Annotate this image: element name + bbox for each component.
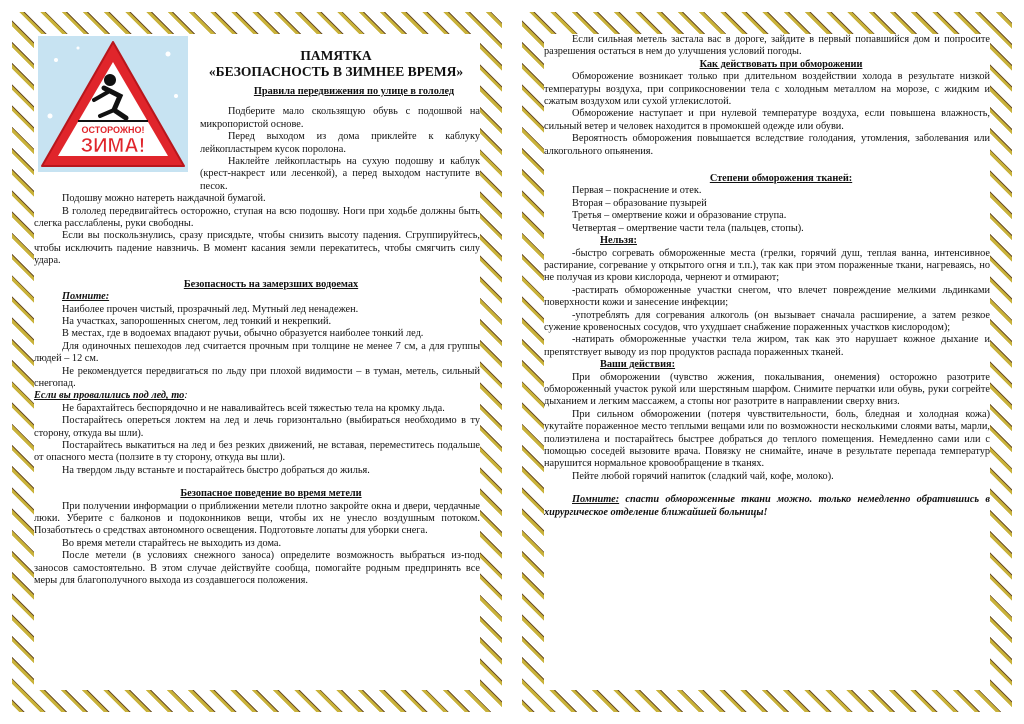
paragraph: Если сильная метель застала вас в дороге, зайдите в первый попавшийся дом и попросите разрешения остаться в нем до улучшения условий погоды. [544,34,990,58]
list-item: Четвертая – омертвение части тела (пальцев, стопы). [572,222,804,234]
sign-caption-small: ОСТОРОЖНО! [81,125,145,135]
title-line-1: ПАМЯТКА [300,48,372,63]
fell-through-ice-label: Если вы провалились под лед, то: [34,390,188,402]
paragraph: Постарайтесь выкатиться на лед и без резких движений, не вставая, переместитесь подальше от опасного места (ползите в ту сторону, откуда вы шли). [34,439,480,464]
paragraph: Наклейте лейкопластырь на сухую подошву и каблук (крест-накрест или лесенкой), а перед выходом наступите в песок. [200,156,480,192]
paragraph: Не барахтайтесь беспорядочно и не наваливайтесь всей тяжестью тела на кромку льда. [62,402,445,414]
paragraph: На участках, запорошенных снегом, лед тонкий и некрепкий. [62,315,332,327]
left-text-flow [34,34,480,587]
paragraph: Наиболее прочен чистый, прозрачный лед. Мутный лед ненадежен. [62,303,359,315]
paragraph: Пейте любой горячий напиток (сладкий чай, кофе, молоко). [572,470,834,482]
right-page-content [544,34,990,690]
paragraph: Во время метели старайтесь не выходить из дома. [62,537,282,549]
list-item: -натирать обмороженные участки тела жиром, так как это нарушает кожное дыхание и препятствует выводу из пор продуктов распада пораженных тканей. [544,334,990,358]
paragraph: Если вы поскользнулись, сразу присядьте, чтобы снизить высоту падения. Сгруппируйтесь, чтобы исключить падение навзничь. В момент касания земли перекатитесь, чтобы смягчить силу удара. [34,230,480,267]
section-heading-frostbite: Как действовать при обморожении [699,58,863,70]
sign-caption-large: ЗИМА! [80,135,146,157]
paragraph: Подошву можно натереть наждачной бумагой. [62,193,266,205]
final-reminder-text: спасти обмороженные ткани можно. только немедленно обратившись в хирургическое отделение ближайшей больницы! [544,494,990,518]
paragraph: Вероятность обморожения повышается вследствие голодания, утомления, заболевания или алкогольного опьянения. [544,133,990,157]
paragraph: Перед выходом из дома приклейте к каблуку лейкопластырем кусок поролона. [200,131,480,155]
paragraph: На твердом льду встаньте и постарайтесь быстро добраться до жилья. [62,464,370,476]
paragraph: Обморожение наступает и при нулевой температуре воздуха, если повышена влажность, сильный ветер и человек находится в промокшей одежде или обуви. [544,108,990,132]
paragraph: При получении информации о приближении метели плотно закройте окна и двери, чердачные люки. Уберите с балконов и подоконников вещи, чтобы их не унесло воздушным потоком. Позаботьтесь о средствах автономного освещения. Подготовьте лопаты для уборки снега. [34,500,480,537]
paragraph: Обморожение возникает только при длительном воздействии холода в результате низкой температуры воздуха, при соприкосновении тела с холодным металлом на морозе, с жидким и сжатым воздухом или сухой углекислотой. [544,71,990,108]
paragraph: Не рекомендуется передвигаться по льду при плохой видимости – в туман, метель, сильный снегопад. [34,365,480,389]
list-item: -быстро согревать обмороженные места (грелки, горячий душ, теплая ванна, интенсивное растирание, согревание у открытого огня и т.п.), так как при этом пораженные ткани, нагреваясь, но не получая из крови кислорода, чернеют и отмирают; [544,247,990,284]
section-heading-degrees: Степени обморожения тканей: [709,173,853,185]
left-page-content [34,34,480,690]
section-heading-blizzard: Безопасное поведение во время метели [180,488,362,500]
paragraph: При обморожении (чувство жжения, покалывания, онемения) осторожно разотрите обмороженный участок рукой или шерстяным шарфом. Снимите перчатки или обувь, руки согрейте дыханием и легким массажем, а стопы ног разотрите в направлении сверху вниз. [544,371,990,408]
list-item: Третья – омертвение кожи и образование струпа. [572,210,787,222]
final-reminder-label: Помните: [572,494,620,506]
remember-label: Помните: [62,291,110,303]
list-item: -употреблять для согревания алкоголь (он вызывает сначала расширение, а затем резкое сужение кровеносных сосудов, что ухудшает снабжение пораженных участков кислородом); [544,309,990,333]
section-heading-actions: Ваши действия: [600,359,676,371]
list-item: Вторая – образование пузырей [572,197,707,209]
section-heading-ice: Правила передвижения по улице в гололед [253,86,455,97]
section-heading-frozen-water: Безопасность на замерзших водоемах [183,278,359,290]
final-reminder [544,494,990,519]
paragraph: При сильном обморожении (потеря чувствительности, боль, бледная и холодная кожа) укутайте пораженное место теплыми вещами или по возможности несколькими слоями ваты, марли, полиэтилена и постарайтесь быстрее добраться до теплого помещения. Немедленно сами или с помощью соседей вызовите врача. Повязку не снимайте, иначе в результате перепада температур нарушится нормальное кровообращение в тканях. [544,408,990,470]
section-heading-forbidden: Нельзя: [600,235,637,247]
list-item: -растирать обмороженные участки снегом, что влечет повреждение мелкими льдинками поверхности кожи и занесение инфекции; [544,284,990,309]
list-item: Первая – покраснение и отек. [572,185,702,197]
title-line-2: «БЕЗОПАСНОСТЬ В ЗИМНЕЕ ВРЕМЯ» [208,64,464,79]
paragraph: Подберите мало скользящую обувь с подошвой на микропористой основе. [200,106,480,130]
paragraph: В гололед передвигайтесь осторожно, ступая на всю подошву. Ноги при ходьбе должны быть слегка расслаблены, руки свободны. [34,205,480,230]
paragraph: Постарайтесь опереться локтем на лед и лечь горизонтально (выбираться необходимо в ту сторону, откуда вы шли). [34,415,480,439]
right-page [522,12,1012,712]
paragraph: Для одиночных пешеходов лед считается прочным при толщине не менее 7 см, а для группы людей – 12 см. [34,340,480,365]
paragraph: В местах, где в водоемах впадают ручьи, обычно образуется наиболее тонкий лед. [62,328,424,340]
paragraph: После метели (в условиях снежного заноса) определите возможность выбраться из-под заносов самостоятельно. В этом случае действуйте сообща, помогайте родным предпринять все меры для благополучного выхода из создавшегося положения. [34,550,480,587]
left-page [12,12,502,712]
